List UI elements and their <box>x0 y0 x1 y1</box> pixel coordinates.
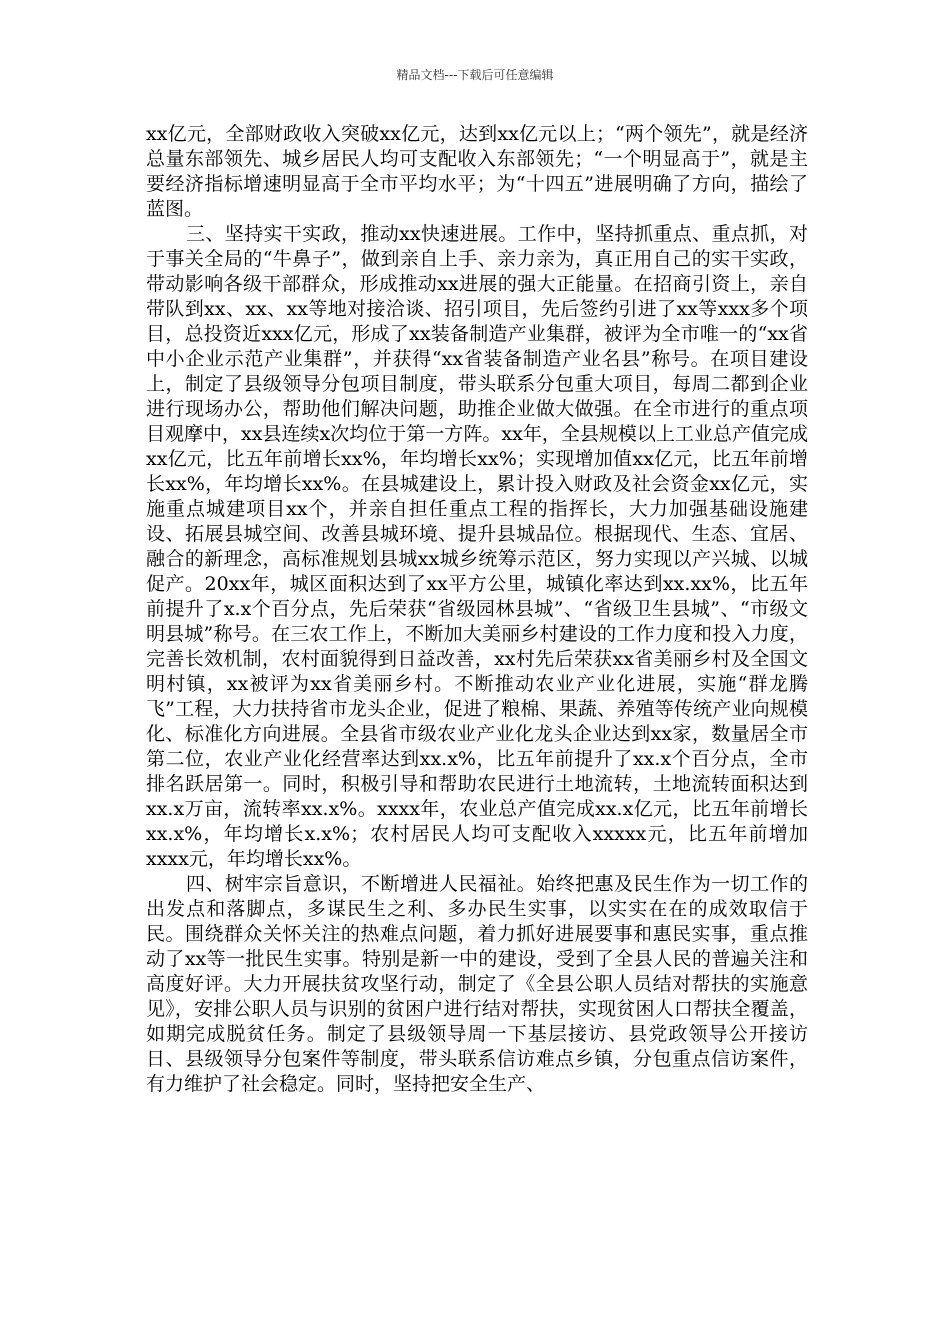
paragraph-continuation: xx亿元，全部财政收入突破xx亿元，达到xx亿元以上；“两个领先”，就是经济总量东部领先、城乡居民人均可支配收入东部领先；“一个明显高于”，就是主要经济指标增速明显高于全市平均水平；为“十四五”进展明确了方向，描绘了蓝图。 <box>146 123 808 220</box>
paragraph-section-three: 三、坚持实干实政，推动xx快速进展。工作中，坚持抓重点、重点抓，对于事关全局的“牛鼻子”，做到亲自上手、亲力亲为，真正用自己的实干实政，带动影响各级干部群众，形成推动xx进展的强大正能量。在招商引资上，亲自带队到xx、xx、xx等地对接洽谈、招引项目，先后签约引进了xx等xxx多个项目，总投资近xxx亿元，形成了xx装备制造产业集群，被评为全市唯一的“xx省中小企业示范产业集群”，并获得“xx省装备制造产业名县”称号。在项目建设上，制定了县级领导分包项目制度，带头联系分包重大项目，每周二都到企业进行现场办公，帮助他们解决问题，助推企业做大做强。在全市进行的重点项目观摩中，xx县连续x次均位于第一方阵。xx年，全县规模以上工业总产值完成xx亿元，比五年前增长xx%，年均增长xx%；实现增加值xx亿元，比五年前增长xx%，年均增长xx%。在县城建设上，累计投入财政及社会资金xx亿元，实施重点城建项目xx个，并亲自担任重点工程的指挥长，大力加强基础设施建设、拓展县城空间、改善县城环境、提升县城品位。根据现代、生态、宜居、融合的新理念，高标准规划县城xx城乡统筹示范区，努力实现以产兴城、以城促产。20xx年，城区面积达到了xx平方公里，城镇化率达到xx.xx%，比五年前提升了x.x个百分点，先后荣获“省级园林县城”、“省级卫生县城”、“市级文明县城”称号。在三农工作上，不断加大美丽乡村建设的工作力度和投入力度，完善长效机制，农村面貌得到日益改善，xx村先后荣获xx省美丽乡村及全国文明村镇，xx被评为xx省美丽乡村。不断推动农业产业化进展，实施“群龙腾飞”工程，大力扶持省市龙头企业，促进了粮棉、果蔬、养殖等传统产业向规模化、标准化方向进展。全县省市级农业产业化龙头企业达到xx家，数量居全市第二位，农业产业化经营率达到xx.x%，比五年前提升了xx.x个百分点，全市排名跃居第一。同时，积极引导和帮助农民进行土地流转，土地流转面积达到xx.x万亩，流转率xx.x%。xxxx年，农业总产值完成xx.x亿元，比五年前增长xx.x%，年均增长x.x%；农村居民人均可支配收入xxxxx元，比五年前增加xxxx元，年均增长xx%。 <box>146 223 808 870</box>
paragraph-section-four: 四、树牢宗旨意识，不断增进人民福祉。始终把惠及民生作为一切工作的出发点和落脚点，多谋民生之利、多办民生实事，以实实在在的成效取信于民。围绕群众关怀关注的热难点问题，着力抓好进展要事和惠民实事，重点推动了xx等一批民生实事。特别是新一中的建设，受到了全县人民的普遍关注和高度好评。大力开展扶贫攻坚行动，制定了《全县公职人员结对帮扶的实施意见》，安排公职人员与识别的贫困户进行结对帮扶，实现贫困人口帮扶全覆盖，如期完成脱贫任务。制定了县级领导周一下基层接访、县党政领导公开接访日、县级领导分包案件等制度，带头联系信访难点乡镇，分包重点信访案件，有力维护了社会稳定。同时，坚持把安全生产、 <box>146 873 808 1095</box>
document-body <box>146 122 808 1097</box>
page-header: 精品文档---下载后可任意编辑 <box>396 68 554 82</box>
